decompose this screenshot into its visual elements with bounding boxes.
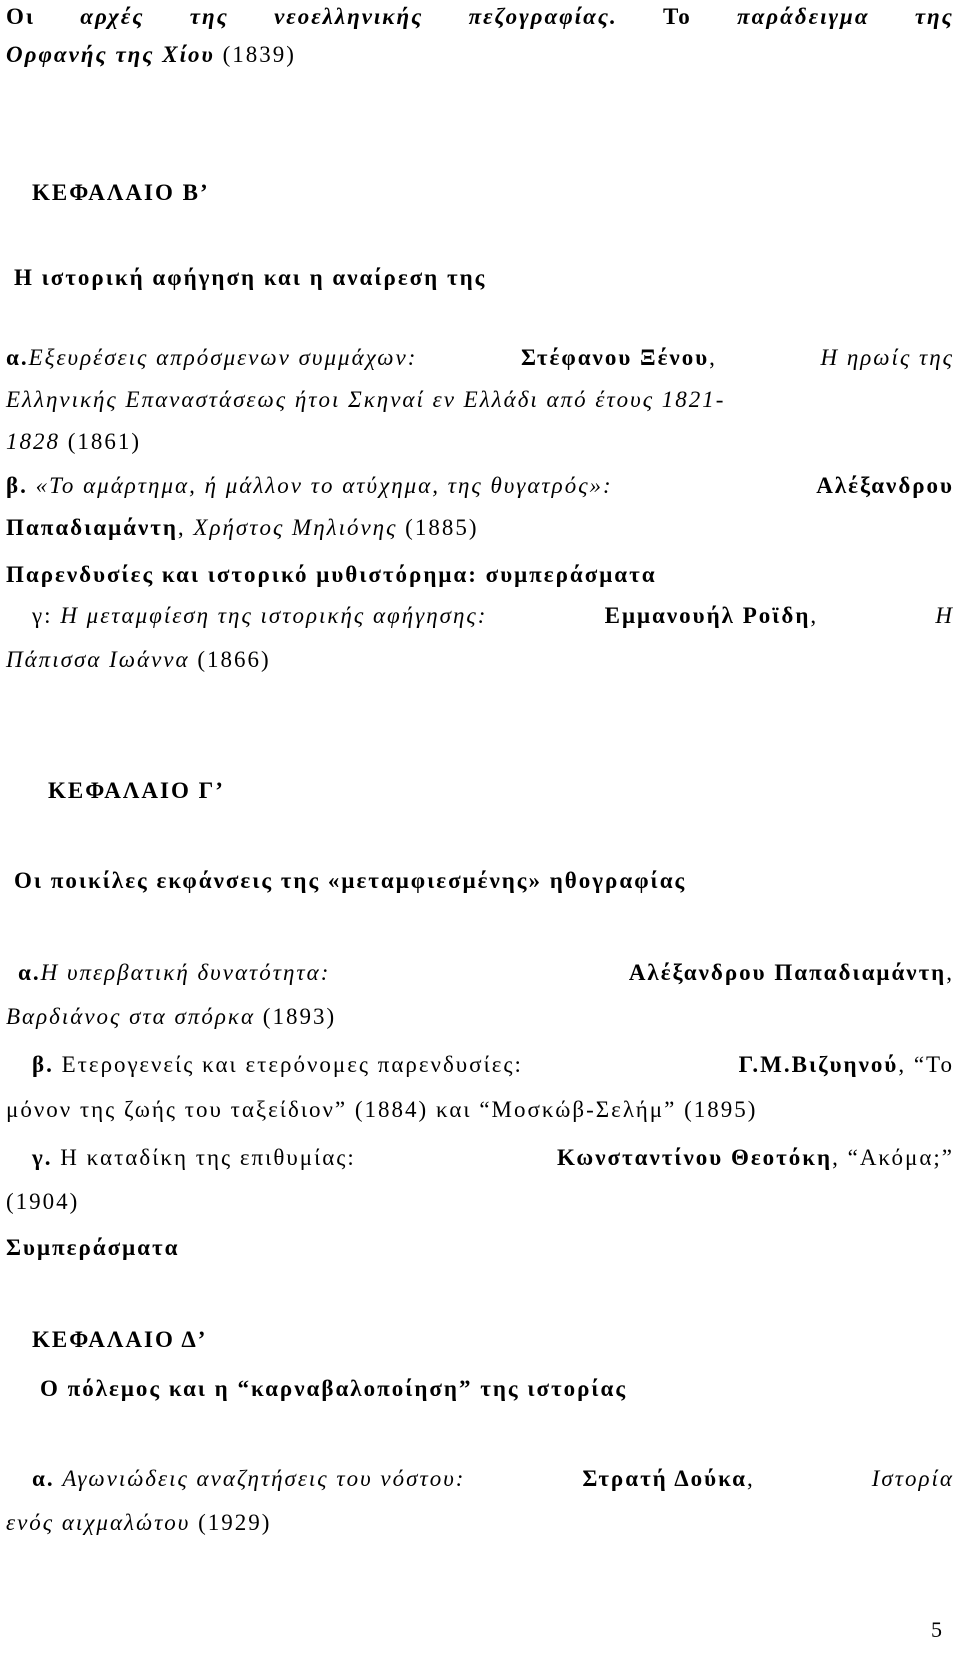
item-work: Βαρδιάνος στα σπόρκα bbox=[6, 1004, 256, 1029]
item-work: , “Το bbox=[898, 1052, 954, 1077]
item-topic: Εξευρέσεις απρόσμενων συμμάχων: bbox=[28, 345, 418, 370]
item-author: Γ.Μ.Βιζυηνού bbox=[738, 1052, 899, 1077]
item-label: β. bbox=[32, 1052, 54, 1077]
item-author: Αλέξανδρου Παπαδιαμάντη bbox=[628, 960, 947, 985]
item-topic: Η υπερβατική δυνατότητα: bbox=[40, 960, 331, 985]
ch-b-section-heading: Παρενδυσίες και ιστορικό μυθιστόρημα: συμπεράσματα bbox=[6, 562, 657, 587]
intro-word: Το bbox=[663, 4, 692, 29]
ch-d-item-a-line-2 bbox=[6, 1508, 954, 1538]
ch-g-item-b-line-1 bbox=[32, 1050, 954, 1080]
ch-g-item-g-line-2: (1904) bbox=[6, 1189, 80, 1214]
item-author: Παπαδιαμάντη bbox=[6, 515, 178, 540]
chapter-b-subtitle: Η ιστορική αφήγηση και η αναίρεση της bbox=[14, 265, 487, 290]
item-author: Στέφανου Ξένου bbox=[521, 345, 710, 370]
item-work: , “Ακόμα;” bbox=[832, 1145, 954, 1170]
item-work: Ιστορία bbox=[871, 1466, 954, 1491]
chapter-d-subtitle: Ο πόλεμος και η “καρναβαλοποίηση” της ιστορίας bbox=[40, 1376, 628, 1401]
item-year: (1885) bbox=[397, 515, 479, 540]
item-work: Πάπισσα Ιωάννα bbox=[6, 647, 190, 672]
item-work: Η bbox=[935, 603, 954, 628]
item-label: α. bbox=[6, 345, 29, 370]
item-work: Η ηρωίς της bbox=[820, 345, 954, 370]
item-work: Χρήστος Μηλιόνης bbox=[193, 515, 398, 540]
ch-g-item-b-line-2: μόνον της ζωής του ταξείδιον” (1884) και “Μοσκώβ-Σελήμ” (1895) bbox=[6, 1097, 758, 1122]
intro-word: πεζογραφίας. bbox=[468, 4, 618, 29]
item-topic: Η καταδίκη της επιθυμίας: bbox=[60, 1145, 356, 1170]
conclusions-heading: Συμπεράσματα bbox=[6, 1235, 180, 1260]
intro-year: (1839) bbox=[214, 42, 296, 67]
ch-b-item-a-line-2: Ελληνικής Επαναστάσεως ήτοι Σκηναί εν Ελλάδι από έτους 1821- bbox=[6, 387, 726, 412]
ch-b-item-g-line-1 bbox=[32, 601, 954, 631]
item-work: ενός αιχμαλώτου bbox=[6, 1510, 191, 1535]
ch-b-item-b-line-2 bbox=[6, 513, 954, 543]
item-year: (1929) bbox=[190, 1510, 272, 1535]
item-author: Κωνσταντίνου Θεοτόκη bbox=[556, 1145, 833, 1170]
intro-line-1 bbox=[6, 2, 954, 32]
intro-word: αρχές bbox=[80, 4, 145, 29]
item-topic: Ετερογενείς και ετερόνομες παρενδυσίες: bbox=[61, 1052, 523, 1077]
item-label: α. bbox=[32, 1466, 55, 1491]
item-label: β. bbox=[6, 473, 28, 498]
item-label: α. bbox=[18, 960, 41, 985]
intro-work-title: Ορφανής της Χίου bbox=[6, 42, 215, 67]
ch-g-item-g-line-1 bbox=[32, 1143, 954, 1173]
chapter-g-subtitle: Οι ποικίλες εκφάνσεις της «μεταμφιεσμένης» ηθογραφίας bbox=[14, 868, 687, 893]
item-label: γ. bbox=[32, 1145, 53, 1170]
item-work: 1828 bbox=[6, 429, 60, 454]
chapter-g-title: ΚΕΦΑΛΑΙΟ Γ’ bbox=[48, 778, 225, 803]
item-author: Εμμανουήλ Ροϊδη bbox=[604, 603, 811, 628]
ch-b-item-a-line-3 bbox=[6, 427, 954, 457]
item-year: (1866) bbox=[189, 647, 271, 672]
item-year: (1893) bbox=[255, 1004, 337, 1029]
item-sep: , bbox=[747, 1466, 755, 1491]
item-author: Αλέξανδρου bbox=[816, 473, 954, 498]
intro-word: νεοελληνικής bbox=[274, 4, 424, 29]
intro-word: της bbox=[189, 4, 229, 29]
ch-b-item-g-line-2 bbox=[6, 645, 954, 675]
item-sep: , bbox=[810, 603, 819, 628]
intro-line-2 bbox=[6, 40, 954, 70]
page-number: 5 bbox=[931, 1617, 942, 1642]
item-label: γ: bbox=[32, 603, 61, 628]
item-author: Στρατή Δούκα bbox=[582, 1466, 748, 1491]
intro-word: παράδειγμα bbox=[737, 4, 870, 29]
intro-word: Οι bbox=[6, 4, 36, 29]
ch-b-item-b-line-1 bbox=[6, 471, 954, 501]
item-topic: «Το αμάρτημα, ή μάλλον το ατύχημα, της θυγατρός»: bbox=[35, 473, 613, 498]
chapter-b-title: ΚΕΦΑΛΑΙΟ Β’ bbox=[32, 180, 210, 205]
item-topic: Η μεταμφίεση της ιστορικής αφήγησης: bbox=[60, 603, 488, 628]
intro-word: της bbox=[914, 4, 954, 29]
item-topic: Αγωνιώδεις αναζητήσεις του νόστου: bbox=[62, 1466, 466, 1491]
chapter-d-title: ΚΕΦΑΛΑΙΟ Δ’ bbox=[32, 1327, 208, 1352]
item-year: (1861) bbox=[60, 429, 142, 454]
ch-g-item-a-line-1 bbox=[18, 958, 954, 988]
item-sep: , bbox=[709, 345, 717, 370]
ch-b-item-a-line-1 bbox=[6, 343, 954, 373]
item-sep: , bbox=[946, 960, 954, 985]
item-sep: , bbox=[177, 515, 194, 540]
ch-d-item-a-line-1 bbox=[32, 1464, 954, 1494]
ch-g-item-a-line-2 bbox=[6, 1002, 954, 1032]
